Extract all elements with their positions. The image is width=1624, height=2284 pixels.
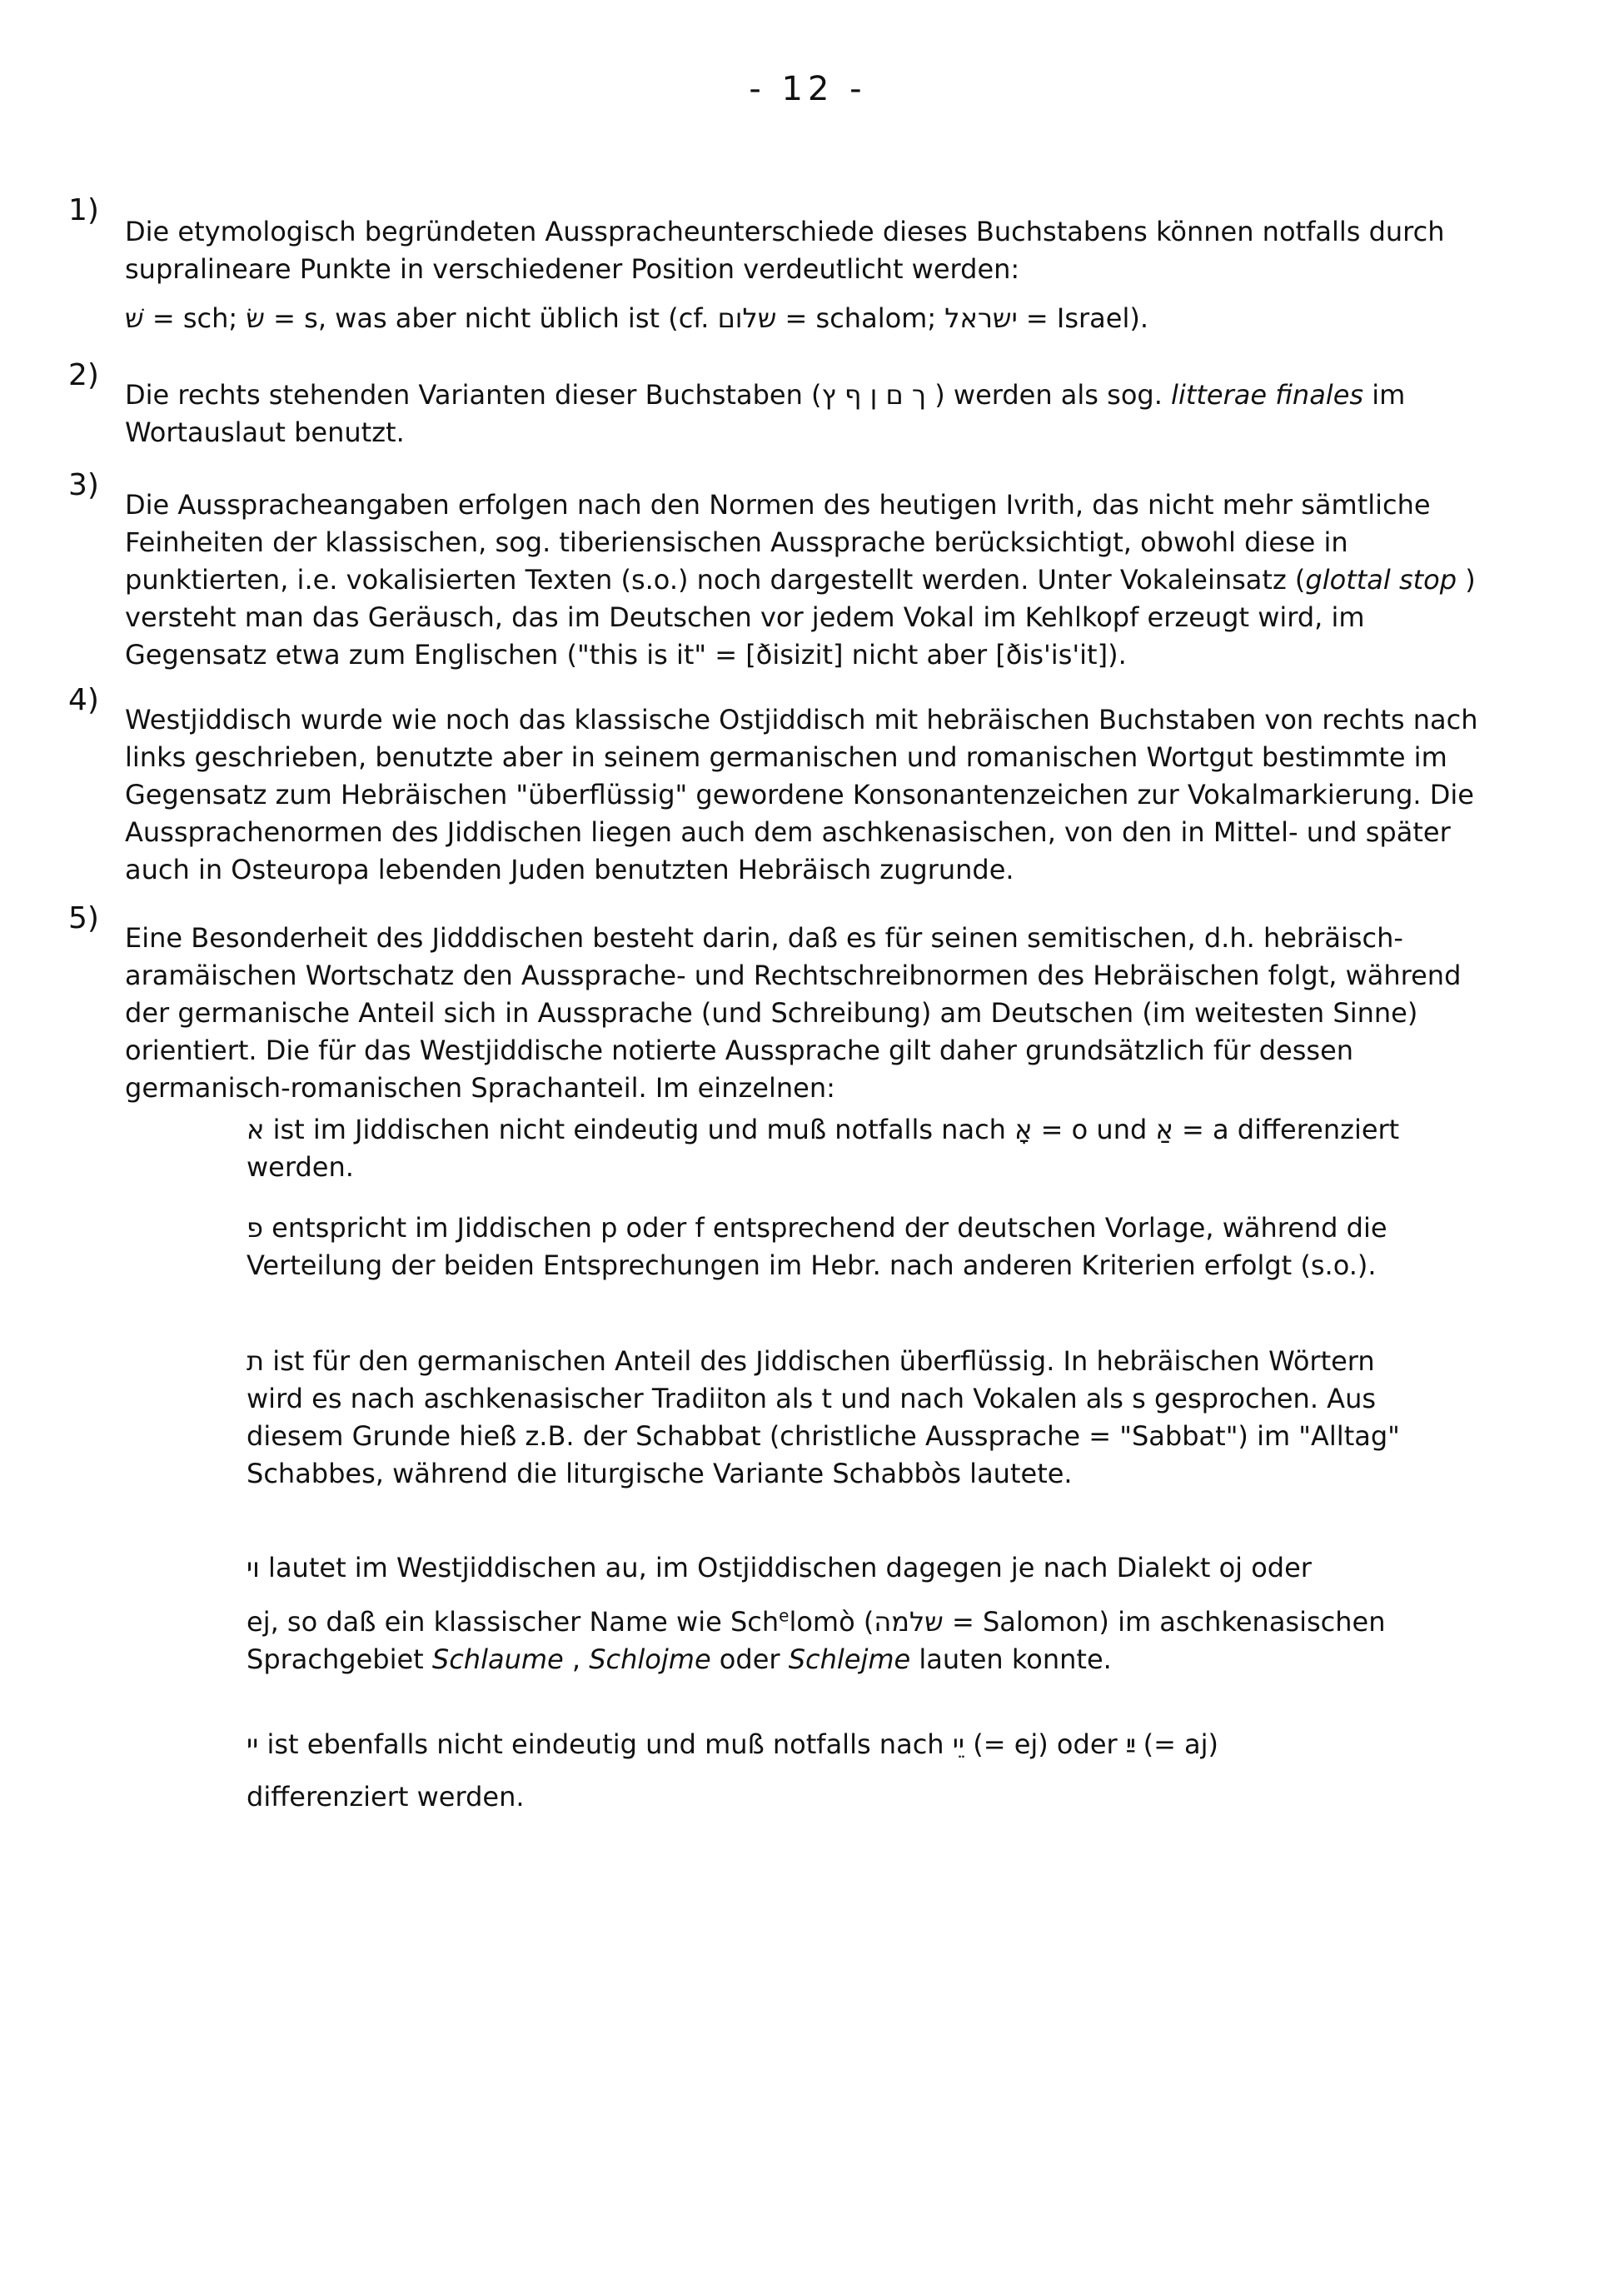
hebrew-yod-yod-tsere: יֵי: [952, 1728, 965, 1760]
footnote-number-5: 5): [68, 901, 99, 935]
name-schlaume: Schlaume: [431, 1643, 564, 1675]
hebrew-israel: ישראל: [944, 302, 1018, 334]
footnote-1: [125, 213, 1507, 337]
hebrew-double-yod: יי: [247, 1728, 259, 1760]
subitem-vav-yod: וי lautet im Westjiddischen au, im Ostjiddischen dagegen je nach Dialekt oj oder ej, so daß ein klassischer Name wie Sch$^e$lomò (שלמה = Salomon) im aschkenasischen Sprachgebiet Schlaume , Schlojme oder Schlejme lauten konnte.: [247, 1552, 1386, 1675]
subitem-alef: א ist im Jiddischen nicht eindeutig und muß notfalls nach אָ = o und אַ = a differenziert werden.: [247, 1114, 1400, 1183]
footnote-4: [125, 701, 1507, 889]
hebrew-alef-patach: אַ: [1155, 1114, 1173, 1145]
footnote-number-2: 2): [68, 358, 99, 392]
footnote-5-text: Eine Besonderheit des Jidddischen besteht darin, daß es für seinen semitischen, d.h. hebräisch-aramäischen Wortschatz den Aussprache- und Rechtschreibnormen des Hebräischen folgt, während der germanische Anteil sich in Aussprache (und Schreibung) am Deutschen (im weitesten Sinne) orientiert. Die für das Westjiddische notierte Aussprache gilt daher grundsätzlich für dessen germanisch-romanischen Sprachanteil. Im einzelnen:: [125, 922, 1462, 1104]
footnote-number-1: 1): [68, 193, 99, 227]
footnote-5: [125, 920, 1507, 1107]
hebrew-shalom: שלום: [717, 302, 777, 334]
hebrew-alef-kamatz: אָ: [1014, 1114, 1033, 1145]
subitem-tav: ת ist für den germanischen Anteil des Jiddischen überflüssig. In hebräischen Wörtern wird es nach aschkenasischer Tradiiton als t und nach Vokalen als s gesprochen. Aus diesem Grunde hieß z.B. der Schabbat (christliche Aussprache = "Sabbat") im "Alltag" Schabbes, während die liturgische Variante Schabbòs lautete.: [247, 1345, 1400, 1489]
hebrew-tav: ת: [247, 1345, 265, 1377]
footnote-2-text: Die rechts stehenden Varianten dieser Buchstaben (ך ם ן ף ץ ) werden als sog. litterae finales im Wortauslaut benutzt.: [125, 379, 1406, 448]
subitem-pe: פ entspricht im Jiddischen p oder f entsprechend der deutschen Vorlage, während die Verteilung der beiden Entsprechungen im Hebr. nach anderen Kriterien erfolgt (s.o.).: [247, 1212, 1387, 1281]
hebrew-shlomo: שלמה: [874, 1606, 944, 1638]
name-schlejme: Schlejme: [788, 1643, 911, 1675]
hebrew-pe: פ: [247, 1212, 263, 1244]
page-number: - 12 -: [749, 70, 867, 108]
footnote-3: [125, 486, 1507, 674]
name-schlojme: Schlojme: [589, 1643, 711, 1675]
subitem-double-yod: יי ist ebenfalls nicht eindeutig und muß notfalls nach יֵי (= ej) oder ײַ (= aj) differenziert werden.: [247, 1728, 1219, 1813]
glottal-stop: glottal stop: [1305, 564, 1457, 596]
hebrew-vav-yod: וי: [247, 1552, 260, 1583]
litterae-finales: litterae finales: [1171, 379, 1364, 411]
footnote-3-text: Die Ausspracheangaben erfolgen nach den Normen des heutigen Ivrith, das nicht mehr sämtliche Feinheiten der klassischen, sog. tiberiensischen Aussprache berücksichtigt, obwohl diese in punktierten, i.e. vokalisierten Texten (s.o.) noch dargestellt werden. Unter Vokaleinsatz (glottal stop ) versteht man das Geräusch, das im Deutschen vor jedem Vokal im Kehlkopf erzeugt wird, im Gegensatz etwa zum Englischen ("this is it" = [ðisizit] nicht aber [ðis'is'it]).: [125, 489, 1476, 671]
footnote-number-4: 4): [68, 683, 99, 717]
footnote-2: [125, 377, 1507, 451]
footnote-1-text: Die etymologisch begründeten Ausspracheunterschiede dieses Buchstabens können notfalls durch supralineare Punkte in verschiedener Position verdeutlicht werden:: [125, 216, 1445, 285]
hebrew-shin: שׁ: [125, 302, 144, 334]
footnote-4-text: Westjiddisch wurde wie noch das klassische Ostjiddisch mit hebräischen Buchstaben von rechts nach links geschrieben, benutzte aber in seinem germanischen und romanischen Wortgut bestimmte im Gegensatz zum Hebräischen "überflüssig" gewordene Konsonantenzeichen zur Vokalmarkierung. Die Aussprachenormen des Jiddischen liegen auch dem aschkenasischen, von den in Mittel- und später auch in Osteuropa lebenden Juden benutzten Hebräisch zugrunde.: [125, 704, 1478, 885]
footnote-1-example: שׁ = sch; שׂ = s, was aber nicht üblich ist (cf. שלום = schalom; ישראל = Israel).: [125, 302, 1149, 334]
hebrew-sin: שׂ: [246, 302, 265, 334]
hebrew-alef: א: [247, 1114, 265, 1145]
footnote-number-3: 3): [68, 468, 99, 502]
hebrew-yod-yod-patach: ײַ: [1125, 1728, 1135, 1760]
hebrew-final-letters: ך ם ן ף ץ: [821, 379, 927, 411]
